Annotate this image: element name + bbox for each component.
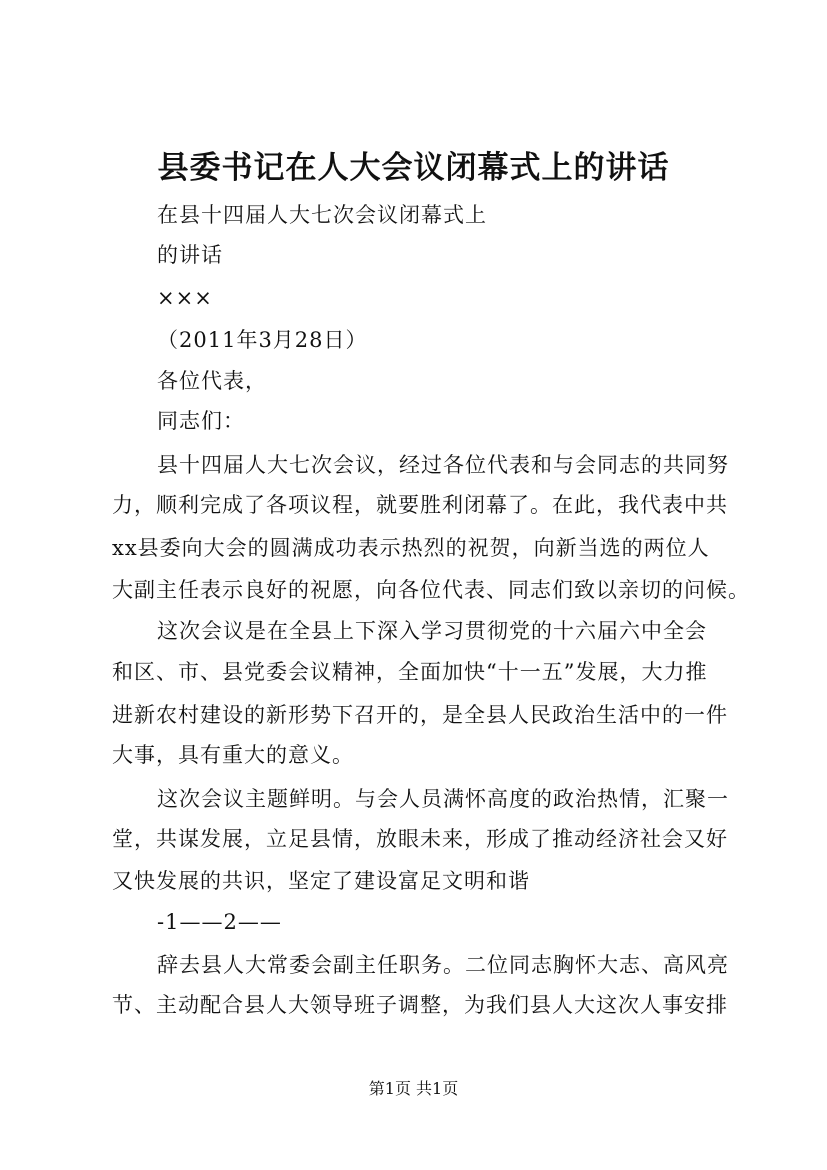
subtitle-line-2: 的讲话 [157,243,223,267]
salutation-line-1: 各位代表， [157,369,267,393]
salutation-line-2: 同志们： [157,409,245,433]
paragraph-3-line-2: 堂，共谋发展，立足县情，放眼未来，形成了推动经济社会又好 [112,827,728,851]
page-break-marker: -1——2—— [157,910,282,934]
author-line: ××× [157,286,213,310]
paragraph-3-line-1: 这次会议主题鲜明。与会人员满怀高度的政治热情，汇聚一 [157,787,729,811]
paragraph-2-line-1: 这次会议是在全县上下深入学习贯彻党的十六届六中全会 [157,619,707,643]
document-title: 县委书记在人大会议闭幕式上的讲话 [157,150,670,186]
paragraph-2-line-3: 进新农村建设的新形势下召开的，是全县人民政治生活中的一件 [112,703,728,727]
paragraph-4-line-2: 节、主动配合县人大领导班子调整，为我们县人大这次人事安排 [112,993,728,1017]
paragraph-2-line-2: 和区、市、县党委会议精神，全面加快“十一五”发展，大力推 [112,660,708,684]
paragraph-1-line-2: 力，顺利完成了各项议程，就要胜利闭幕了。在此，我代表中共 [112,493,728,517]
paragraph-2-line-4: 大事，具有重大的意义。 [112,743,354,767]
paragraph-3-line-3: 又快发展的共识，坚定了建设富足文明和谐 [112,869,530,893]
date-line: （2011年3月28日） [157,328,368,352]
paragraph-1-line-1: 县十四届人大七次会议，经过各位代表和与会同志的共同努 [157,453,729,477]
paragraph-4-line-1: 辞去县人大常委会副主任职务。二位同志胸怀大志、高风亮 [157,953,729,977]
page-footer: 第1页 共1页 [368,1079,459,1098]
paragraph-1-line-3: xx县委向大会的圆满成功表示热烈的祝贺，向新当选的两位人 [112,536,710,560]
paragraph-1-line-4: 大副主任表示良好的祝愿，向各位代表、同志们致以亲切的问候。 [112,578,750,602]
subtitle-line-1: 在县十四届人大七次会议闭幕式上 [157,203,487,227]
